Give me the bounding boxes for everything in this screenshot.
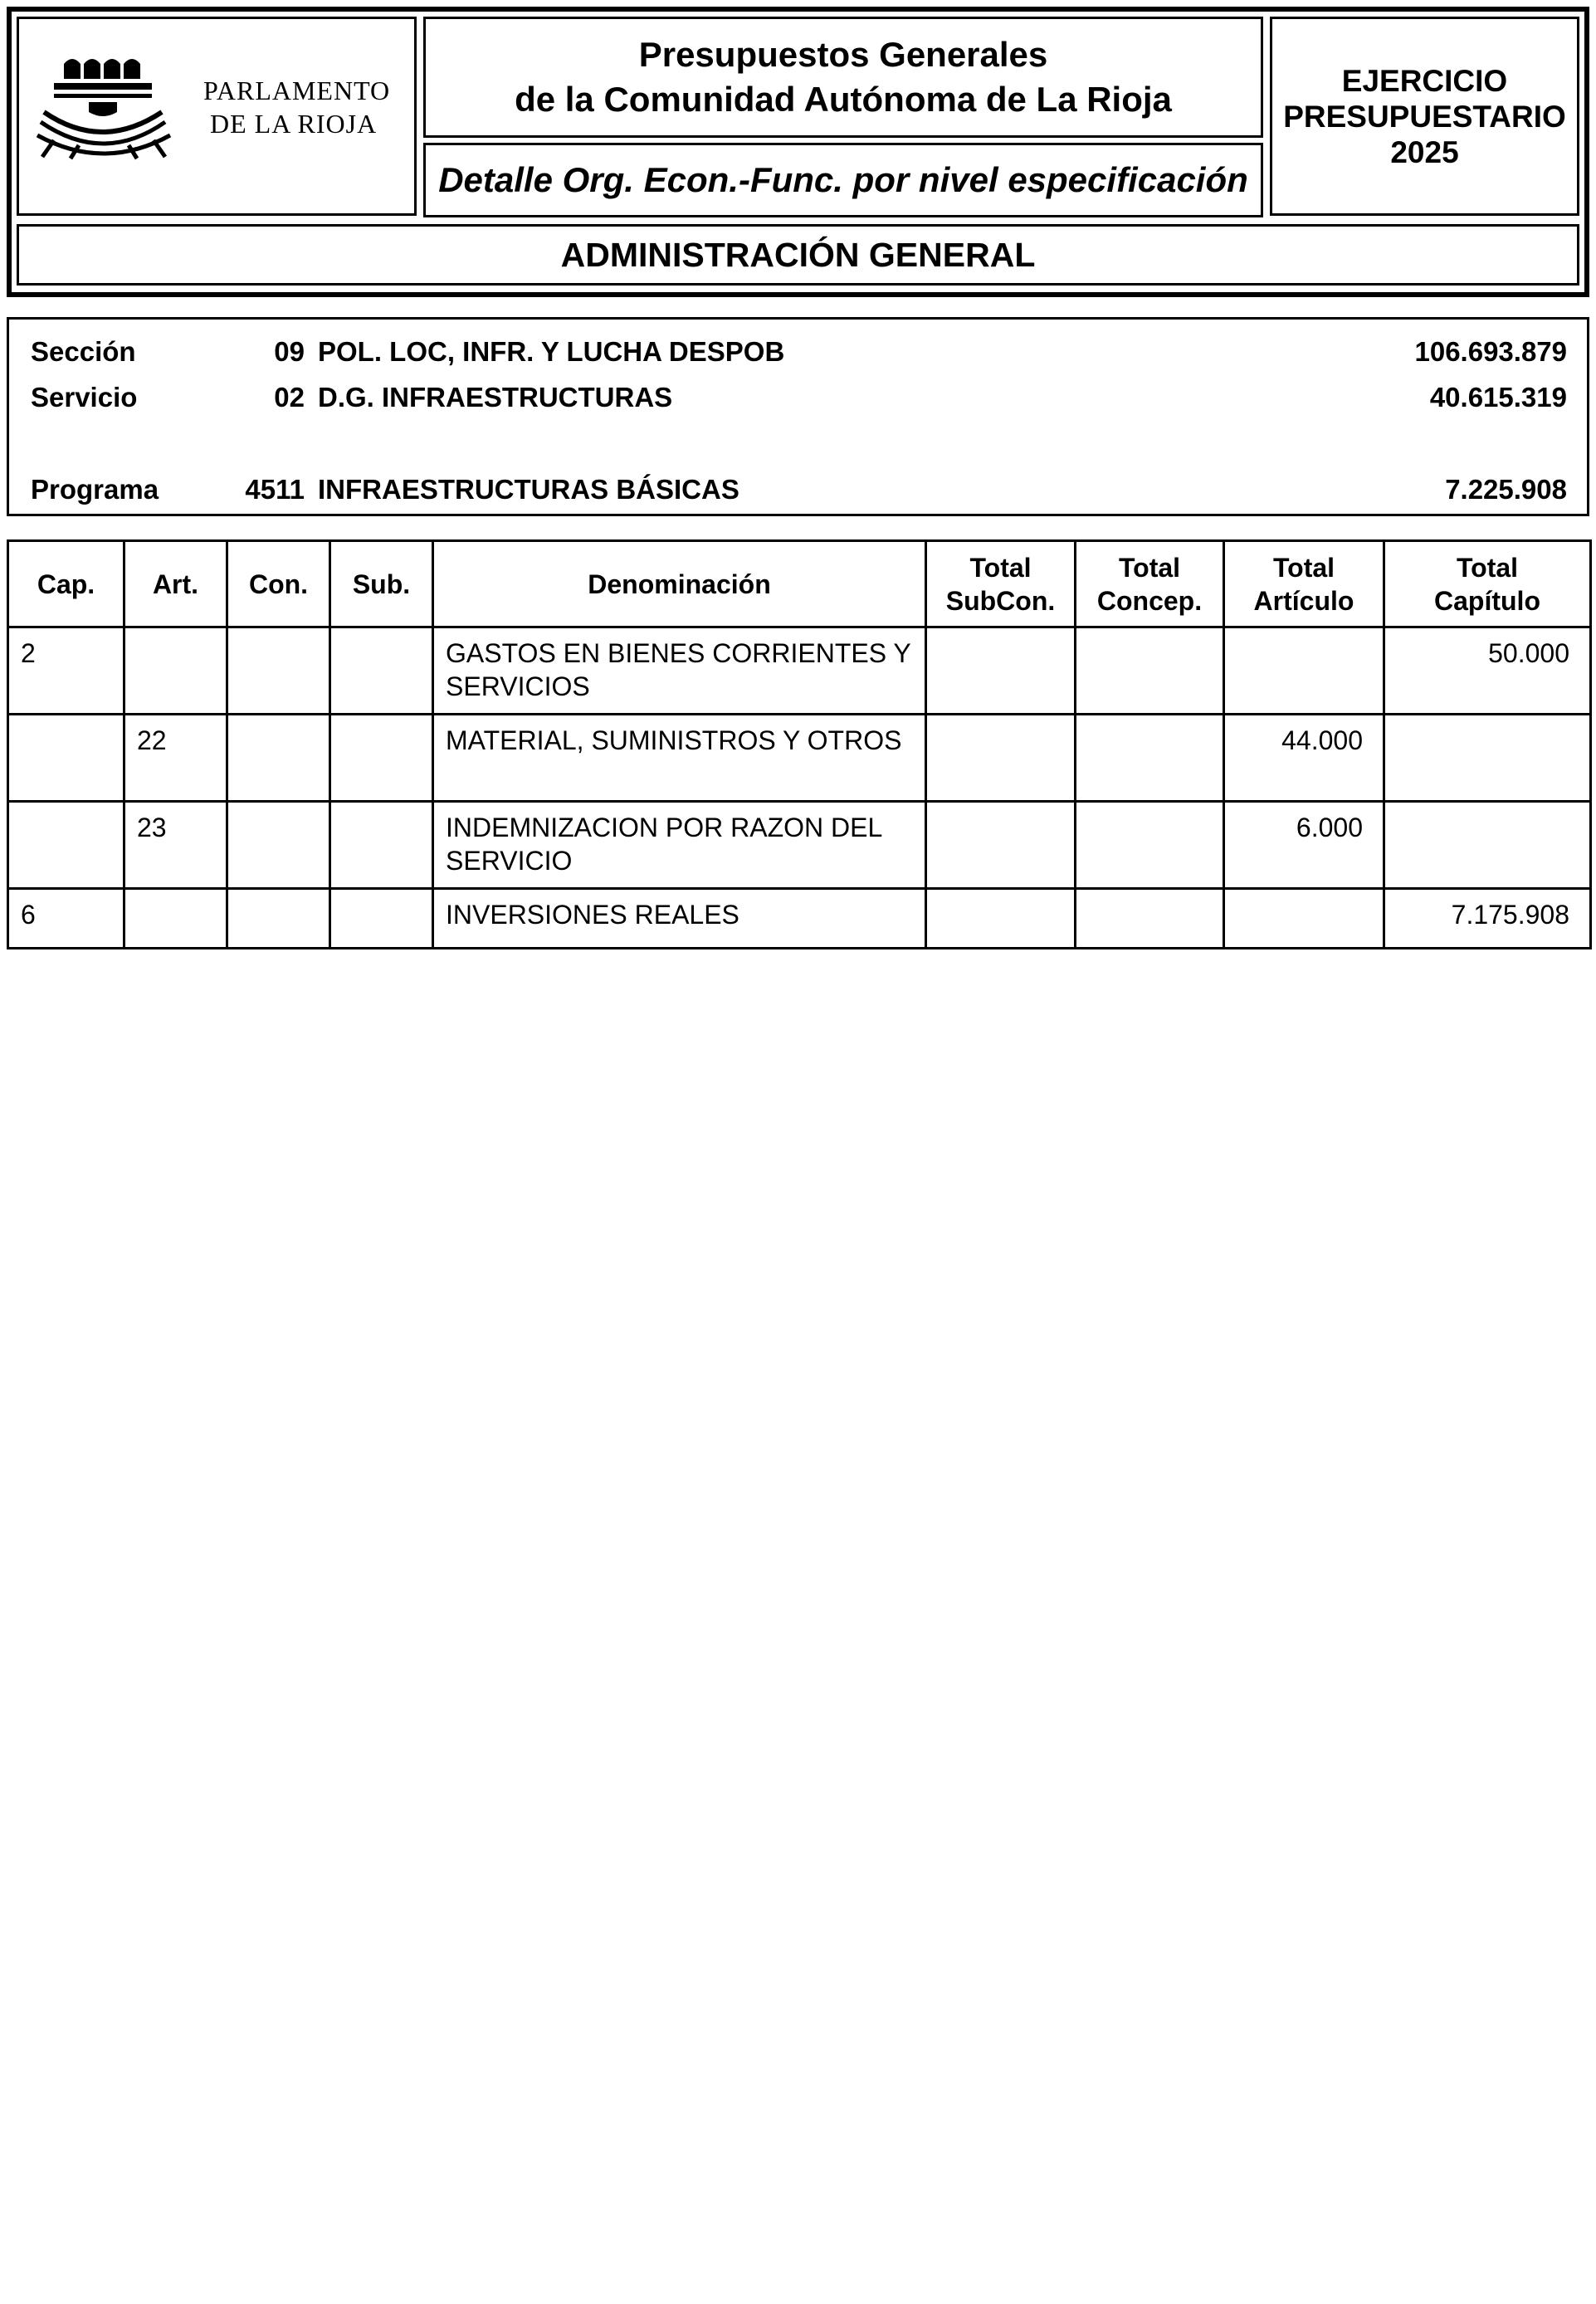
header-art: Art. <box>124 541 227 627</box>
cell-total-concep <box>1076 627 1224 715</box>
program-info-box <box>7 317 1589 516</box>
programa-code: 4511 <box>245 474 305 505</box>
cell-denominacion: INDEMNIZACION POR RAZON DEL SERVICIO <box>433 802 926 889</box>
cell-total-subcon <box>926 715 1076 802</box>
cell-sub <box>330 715 433 802</box>
cell-total-subcon <box>926 627 1076 715</box>
title-line-1: Presupuestos Generales <box>638 35 1048 74</box>
servicio-code: 02 <box>274 382 305 412</box>
servicio-amount: 40.615.319 <box>1429 382 1567 412</box>
table-row <box>8 627 1591 715</box>
servicio-label: Servicio <box>31 382 138 412</box>
programa-row <box>9 474 1587 510</box>
cell-con <box>227 627 330 715</box>
cell-art <box>124 889 227 949</box>
cell-cap: 6 <box>8 889 124 949</box>
report-subtitle-panel <box>423 143 1263 217</box>
cell-total-concep <box>1076 889 1224 949</box>
administration-panel <box>17 224 1579 286</box>
programa-label: Programa <box>31 474 159 505</box>
seccion-code: 09 <box>274 336 305 367</box>
cell-total-articulo: 6.000 <box>1224 802 1384 889</box>
cell-cap <box>8 715 124 802</box>
cell-total-subcon <box>926 802 1076 889</box>
cell-total-concep <box>1076 715 1224 802</box>
table-header-row <box>8 541 1591 627</box>
logo-name-line1: PARLAMENTO <box>203 76 391 105</box>
table-row <box>8 802 1591 889</box>
cell-denominacion: INVERSIONES REALES <box>433 889 926 949</box>
cell-sub <box>330 802 433 889</box>
cell-total-concep <box>1076 802 1224 889</box>
cell-total-articulo: 44.000 <box>1224 715 1384 802</box>
header-total-capitulo: Total Capítulo <box>1384 541 1591 627</box>
cell-cap <box>8 802 124 889</box>
header-cap: Cap. <box>8 541 124 627</box>
parlamento-logo-icon <box>29 52 195 177</box>
cell-total-capitulo <box>1384 715 1591 802</box>
cell-cap: 2 <box>8 627 124 715</box>
logo-name-line2: DE LA RIOJA <box>210 109 378 139</box>
cell-total-subcon <box>926 889 1076 949</box>
logo-panel <box>17 17 417 216</box>
programa-description: INFRAESTRUCTURAS BÁSICAS <box>318 474 739 505</box>
cell-art <box>124 627 227 715</box>
seccion-amount: 106.693.879 <box>1414 336 1567 367</box>
table-row <box>8 715 1591 802</box>
cell-con <box>227 715 330 802</box>
cell-sub <box>330 889 433 949</box>
header-total-subcon: Total SubCon. <box>926 541 1076 627</box>
header-total-concep: Total Concep. <box>1076 541 1224 627</box>
table-row <box>8 889 1591 949</box>
fiscal-year-panel <box>1270 17 1579 216</box>
budget-title-panel <box>423 17 1263 138</box>
seccion-label: Sección <box>31 336 136 367</box>
cell-denominacion: GASTOS EN BIENES CORRIENTES Y SERVICIOS <box>433 627 926 715</box>
servicio-row <box>9 382 1587 418</box>
cell-total-capitulo: 7.175.908 <box>1384 889 1591 949</box>
cell-art: 23 <box>124 802 227 889</box>
fiscal-year: 2025 <box>1390 134 1459 169</box>
programa-amount: 7.225.908 <box>1445 474 1567 505</box>
cell-denominacion: MATERIAL, SUMINISTROS Y OTROS <box>433 715 926 802</box>
cell-con <box>227 802 330 889</box>
header-sub: Sub. <box>330 541 433 627</box>
report-subtitle: Detalle Org. Econ.-Func. por nivel especificación <box>438 160 1248 199</box>
cell-total-capitulo: 50.000 <box>1384 627 1591 715</box>
presupuestario-label: PRESUPUESTARIO <box>1283 99 1566 134</box>
title-line-2: de la Comunidad Autónoma de La Rioja <box>515 80 1172 119</box>
budget-detail-table <box>7 539 1592 949</box>
header-denominacion: Denominación <box>433 541 926 627</box>
cell-con <box>227 889 330 949</box>
cell-total-articulo <box>1224 889 1384 949</box>
header-con: Con. <box>227 541 330 627</box>
seccion-description: POL. LOC, INFR. Y LUCHA DESPOB <box>318 336 785 367</box>
cell-sub <box>330 627 433 715</box>
header-total-articulo: Total Artículo <box>1224 541 1384 627</box>
cell-total-articulo <box>1224 627 1384 715</box>
seccion-row <box>9 336 1587 373</box>
ejercicio-label: EJERCICIO <box>1341 63 1508 98</box>
administration-title: ADMINISTRACIÓN GENERAL <box>560 235 1036 274</box>
servicio-description: D.G. INFRAESTRUCTURAS <box>318 382 673 412</box>
cell-total-capitulo <box>1384 802 1591 889</box>
cell-art: 22 <box>124 715 227 802</box>
